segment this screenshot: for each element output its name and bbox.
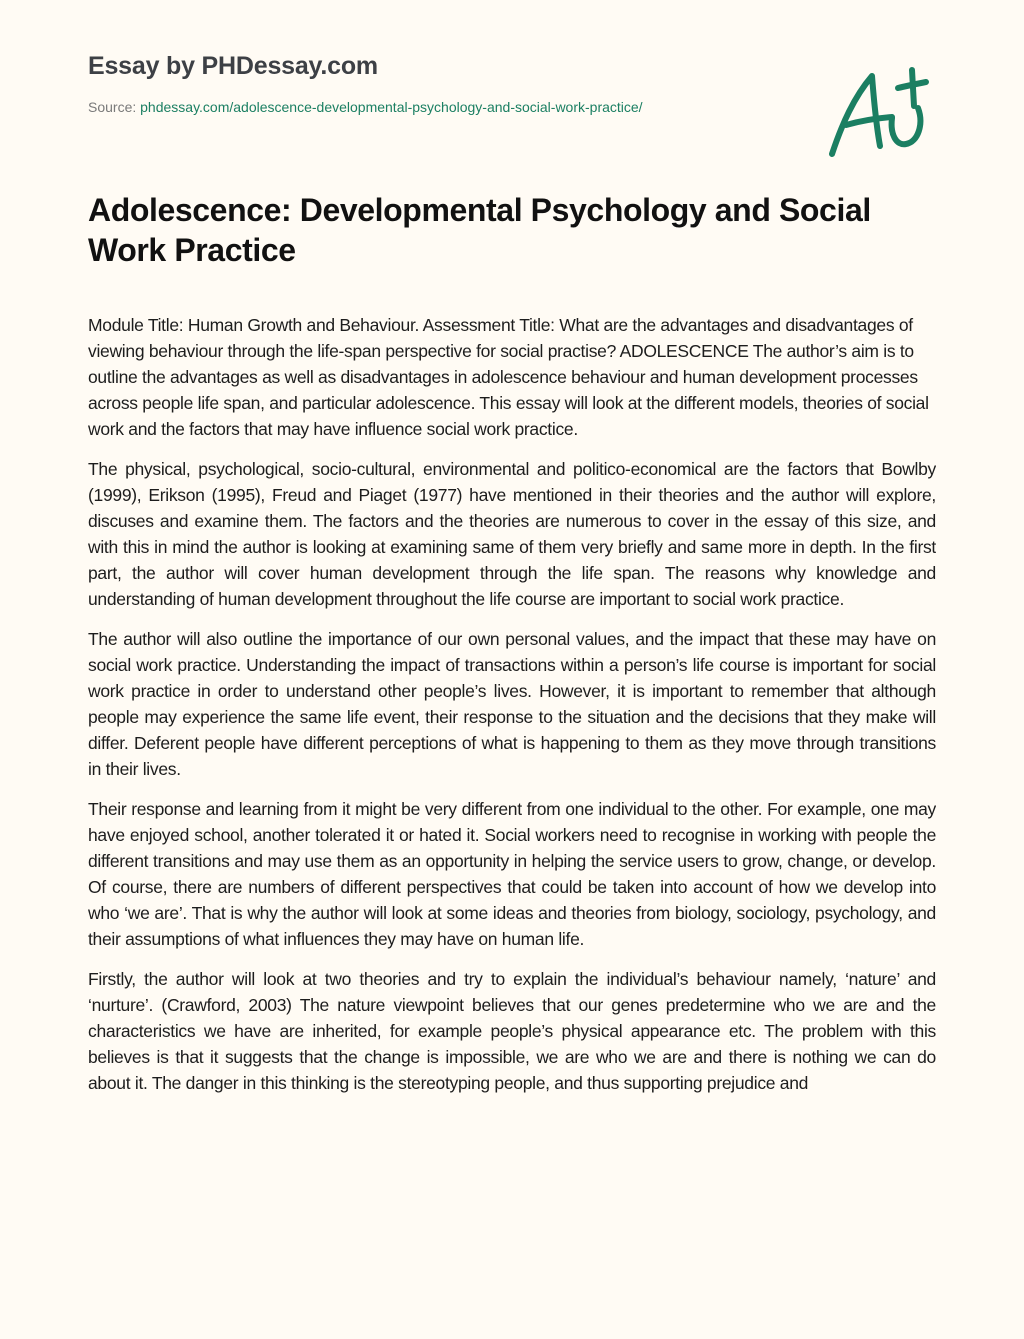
site-brand: Essay by PHDessay.com (88, 52, 378, 80)
source-label: Source: (88, 99, 141, 115)
essay-title: Adolescence: Developmental Psychology and Social Work Practice (88, 192, 871, 268)
site-header (88, 50, 808, 116)
source-link[interactable]: phdessay.com/adolescence-developmental-psychology-and-social-work-practice/ (140, 99, 643, 115)
source-line (88, 98, 808, 116)
essay-paragraph: Module Title: Human Growth and Behaviour. Assessment Title: What are the advantages and disadvantages of viewing behaviour through the life-span perspective for social practise? ADOLESCENCE The author’s aim is to outline the advantages as well as disadvantages in adolescence behaviour and human development processes across people life span, and particular adolescence. This essay will look at the different models, theories of social work and the factors that may have influence social work practice. (88, 315, 929, 439)
essay-body (88, 312, 936, 1292)
a-plus-grade-icon (820, 62, 930, 162)
essay-paragraph: The author will also outline the importance of our own personal values, and the impact that these may have on social work practice. Understanding the impact of transactions within a person’s life course is important for social work practice in order to understand other people’s lives. However, it is important to remember that although people may experience the same life event, their response to the situation and the decisions that they make will differ. Deferent people have different perceptions of what is happening to them as they move through transitions in their lives. (88, 629, 936, 779)
essay-paragraph: The physical, psychological, socio-cultural, environmental and politico-economical are the factors that Bowlby (1999), Erikson (1995), Freud and Piaget (1977) have mentioned in their theories and the author will explore, discuses and examine them. The factors and the theories are numerous to cover in the essay of this size, and with this in mind the author is looking at examining same of them very briefly and same more in depth. In the first part, the author will cover human development through the life span. The reasons why knowledge and understanding of human development throughout the life course are important to social work practice. (88, 459, 936, 609)
essay-paragraph: Their response and learning from it might be very different from one individual to the other. For example, one may have enjoyed school, another tolerated it or hated it. Social workers need to recognise in working with people the different transitions and may use them as an opportunity in helping the service users to grow, change, or develop. Of course, there are numbers of different perspectives that could be taken into account of how we develop into who ‘we are’. That is why the author will look at some ideas and theories from biology, sociology, psychology, and their assumptions of what influences they may have on human life. (88, 799, 936, 949)
essay-paragraph: Firstly, the author will look at two theories and try to explain the individual’s behaviour namely, ‘nature’ and ‘nurture’. (Crawford, 2003) The nature viewpoint believes that our genes predetermine who we are and the characteristics we have are inherited, for example people’s physical appearance etc. The problem with this believes is that it suggests that the change is impossible, we are who we are and there is nothing we can do about it. The danger in this thinking is the stereotyping people, and thus supporting prejudice and (88, 969, 936, 1093)
